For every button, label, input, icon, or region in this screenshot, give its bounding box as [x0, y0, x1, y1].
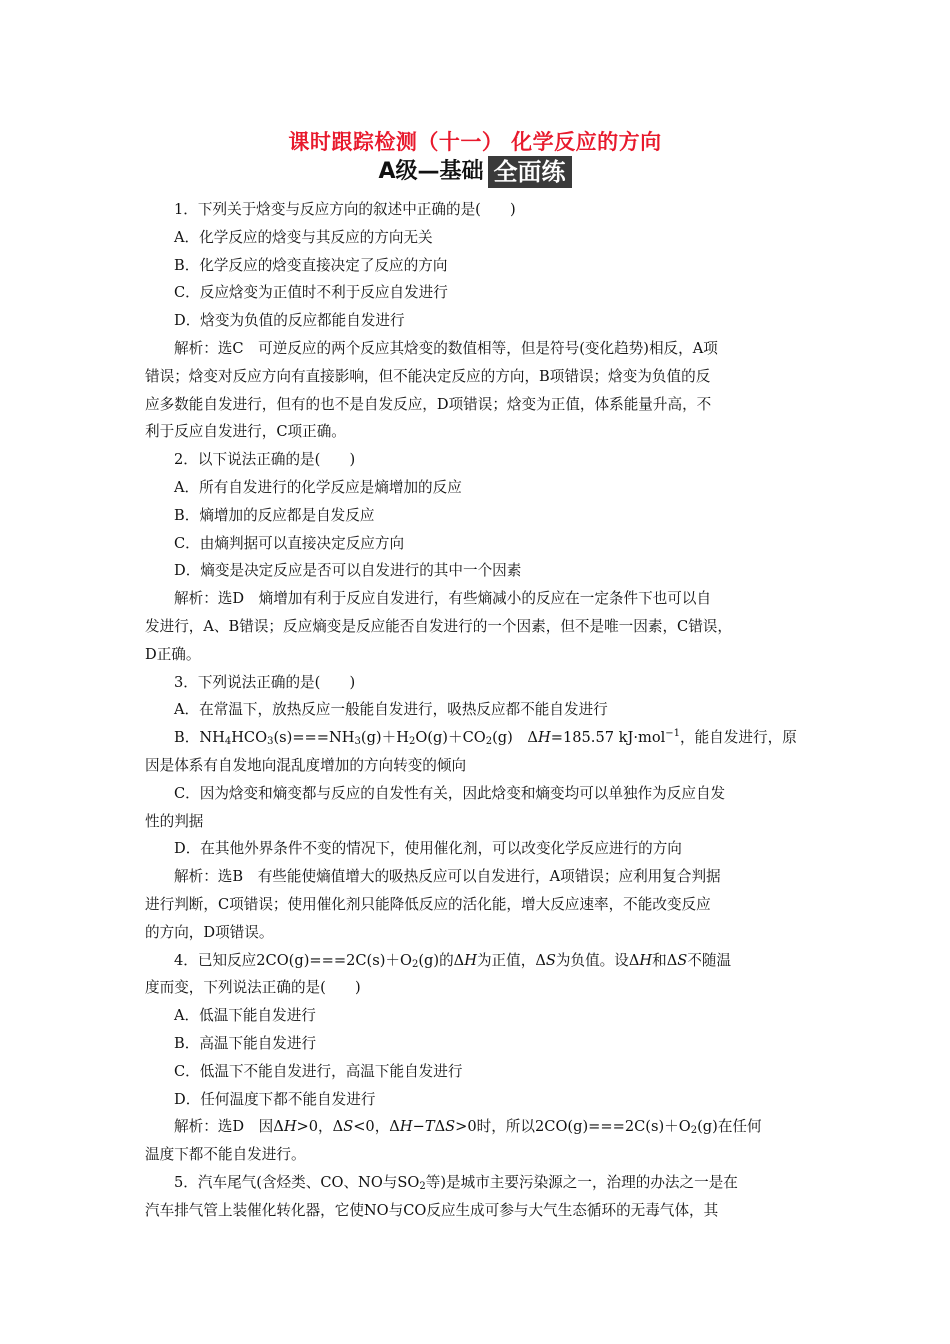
level-heading	[0, 156, 950, 188]
page-title: 课时跟踪检测（十一） 化学反应的方向	[288, 130, 662, 154]
q1-option-c: C．反应焓变为正值时不利于反应自发进行	[174, 284, 448, 302]
q1-analysis-line: 错误；焓变对反应方向有直接影响，但不能决定反应的方向，B项错误；焓变为负值的反	[145, 367, 711, 385]
level-prefix: A级—基础	[378, 159, 484, 184]
q1-stem: 1．下列关于焓变与反应方向的叙述中正确的是( )	[174, 201, 516, 218]
q2-analysis-line: 解析：选D 熵增加有利于反应自发进行，有些熵减小的反应在一定条件下也可以自	[174, 590, 712, 608]
q4-option-a: A．低温下能自发进行	[174, 1007, 316, 1025]
q4-analysis-line: 解析：选D 因ΔH>0，ΔS<0，ΔH−TΔS>0时，所以$2CO(g)===2C(s)+O_2(g)$在任何	[174, 1118, 762, 1137]
q3-option-b: B．$NH_4HCO_3(s)===NH_3(g)+H_2O(g)+CO_2(g)$ ΔH=185.57 kJ·mol$^{-1}$，能自发进行，原	[174, 728, 797, 748]
q3-option-d: D．在其他外界条件不变的情况下，使用催化剂，可以改变化学反应进行的方向	[174, 840, 682, 858]
q2-option-d: D．熵变是决定反应是否可以自发进行的其中一个因素	[174, 562, 522, 580]
q2-option-a: A．所有自发进行的化学反应是熵增加的反应	[174, 478, 462, 496]
q5-stem: 5．汽车尾气(含烃类、CO、NO与$SO_2$等)是城市主要污染源之一，治理的办法之一是在	[174, 1173, 738, 1192]
q1-analysis-line: 利于反应自发进行，C项正确。	[145, 423, 346, 441]
q2-option-b: B．熵增加的反应都是自发反应	[174, 506, 375, 524]
level-badge: 全面练	[488, 156, 572, 188]
q4-stem: 4．已知反应$2CO(g)===2C(s)+O_2(g)$的ΔH为正值，ΔS为负值。设ΔH和ΔS不随温	[174, 951, 732, 970]
question-list	[145, 196, 810, 1224]
q3-option-a: A．在常温下，放热反应一般能自发进行，吸热反应都不能自发进行	[174, 701, 608, 719]
q4-option-d: D．任何温度下都不能自发进行	[174, 1090, 376, 1108]
q1-option-b: B．化学反应的焓变直接决定了反应的方向	[174, 256, 448, 274]
q3-stem: 3．下列说法正确的是( )	[174, 673, 356, 691]
q3-option-c: C．因为焓变和熵变都与反应的自发性有关，因此焓变和熵变均可以单独作为反应自发	[174, 784, 726, 802]
q4-analysis-cont: 温度下都不能自发进行。	[145, 1146, 306, 1164]
q1-analysis-line: 应多数能自发进行，但有的也不是自发反应，D项错误；焓变为正值，体系能量升高，不	[145, 395, 712, 413]
q2-analysis-line: D正确。	[145, 645, 201, 663]
q1-option-d: D．焓变为负值的反应都能自发进行	[174, 312, 405, 330]
q2-stem: 2．以下说法正确的是( )	[174, 451, 356, 469]
q1-option-a: A．化学反应的焓变与其反应的方向无关	[174, 228, 433, 246]
q3-analysis-line: 的方向，D项错误。	[145, 923, 274, 941]
q3-option-b-cont: 因是体系有自发地向混乱度增加的方向转变的倾向	[145, 756, 467, 774]
q5-stem-cont: 汽车排气管上装催化转化器，它使NO与CO反应生成可参与大气生态循环的无毒气体，其	[145, 1201, 719, 1219]
q1-analysis-line: 解析：选C 可逆反应的两个反应其焓变的数值相等，但是符号(变化趋势)相反，A项	[174, 339, 718, 357]
q3-analysis-line: 解析：选B 有些能使熵值增大的吸热反应可以自发进行，A项错误；应利用复合判据	[174, 868, 721, 886]
q3-analysis-line: 进行判断，C项错误；使用催化剂只能降低反应的活化能，增大反应速率，不能改变反应	[145, 895, 711, 913]
q2-option-c: C．由熵判据可以直接决定反应方向	[174, 534, 405, 552]
q2-analysis-line: 发进行，A、B错误；反应熵变是反应能否自发进行的一个因素，但不是唯一因素，C错误，	[145, 617, 732, 635]
q3-option-c-cont: 性的判据	[145, 812, 204, 830]
q4-option-c: C．低温下不能自发进行，高温下能自发进行	[174, 1062, 463, 1080]
q4-stem-cont: 度而变，下列说法正确的是( )	[145, 979, 361, 997]
q4-option-b: B．高温下能自发进行	[174, 1034, 317, 1052]
